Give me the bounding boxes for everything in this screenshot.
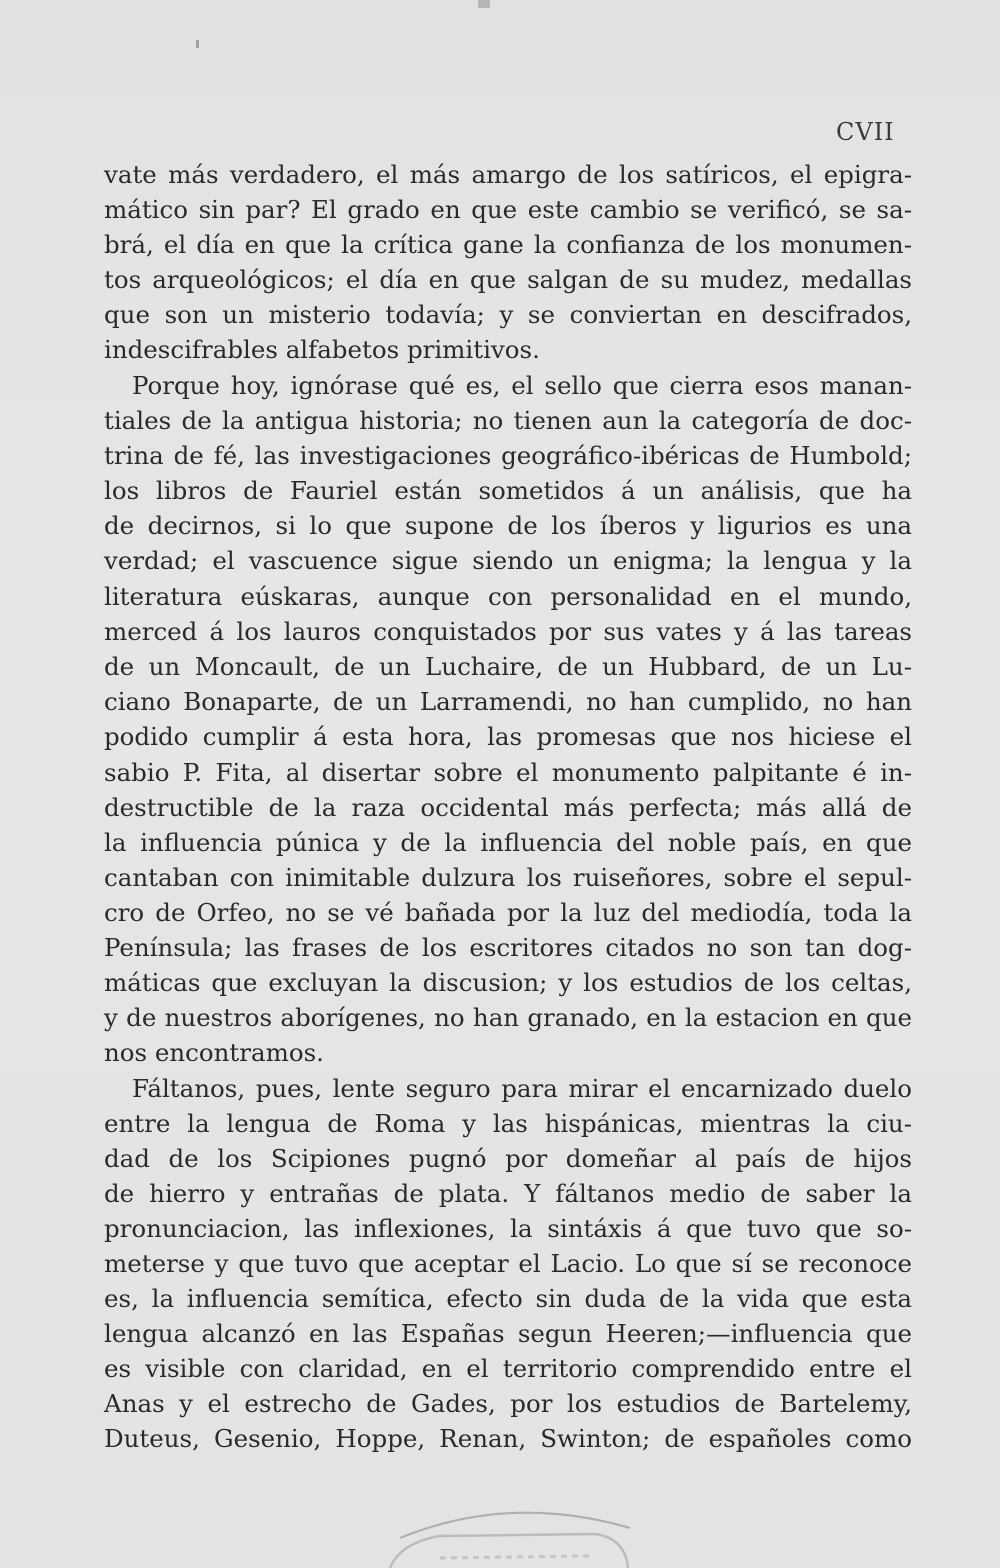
text-line: y de nuestros aborígenes, no han granado, en la estacion en que	[104, 1003, 912, 1032]
text-line: vate más verdadero, el más amargo de los satíricos, el epigra-	[104, 160, 912, 189]
text-line: merced á los lauros conquistados por sus vates y á las tareas	[104, 617, 912, 646]
text-line: tos arqueológicos; el día en que salgan de su mudez, medallas	[104, 265, 912, 294]
text-line: de un Moncault, de un Luchaire, de un Hubbard, de un Lu-	[104, 652, 912, 681]
text-line: trina de fé, las investigaciones geográfico-ibéricas de Humbold;	[104, 441, 912, 470]
text-line: entre la lengua de Roma y las hispánicas, mientras la ciu-	[104, 1109, 912, 1138]
text-line: indescifrables alfabetos primitivos.	[104, 335, 540, 364]
text-line: los libros de Fauriel están sometidos á un análisis, que ha	[104, 476, 912, 505]
text-line: es visible con claridad, en el territorio comprendido entre el	[104, 1354, 912, 1383]
ink-mark	[196, 40, 199, 48]
text-line: Península; las frases de los escritores citados no son tan dog-	[104, 933, 912, 962]
text-line: que son un misterio todavía; y se conviertan en descifrados,	[104, 300, 912, 329]
text-line: Porque hoy, ignórase qué es, el sello que cierra esos manan-	[132, 371, 912, 400]
text-line: sabio P. Fita, al disertar sobre el monumento palpitante é in-	[104, 758, 912, 787]
ink-mark	[478, 0, 490, 8]
page-number: CVII	[836, 118, 895, 146]
text-line: destructible de la raza occidental más perfecta; más allá de	[104, 793, 912, 822]
text-line: meterse y que tuvo que aceptar el Lacio. Lo que sí se reconoce	[104, 1249, 912, 1278]
text-line: nos encontramos.	[104, 1038, 324, 1067]
text-line: de decirnos, si lo que supone de los íberos y ligurios es una	[104, 511, 912, 540]
text-line: pronunciacion, las inflexiones, la sintáxis á que tuvo que so-	[104, 1214, 912, 1243]
text-line: podido cumplir á esta hora, las promesas que nos hiciese el	[104, 722, 912, 751]
library-stamp	[380, 1498, 640, 1568]
text-line: Anas y el estrecho de Gades, por los estudios de Bartelemy,	[104, 1389, 912, 1418]
text-line: verdad; el vascuence sigue siendo un enigma; la lengua y la	[104, 546, 912, 575]
text-line: lengua alcanzó en las Españas segun Heeren;—influencia que	[104, 1319, 912, 1348]
text-line: literatura eúskaras, aunque con personalidad en el mundo,	[104, 582, 912, 611]
text-line: ciano Bonaparte, de un Larramendi, no han cumplido, no han	[104, 687, 912, 716]
text-line: cro de Orfeo, no se vé bañada por la luz del mediodía, toda la	[104, 898, 912, 927]
text-line: cantaban con inimitable dulzura los ruiseñores, sobre el sepul-	[104, 863, 912, 892]
text-line: de hierro y entrañas de plata. Y fáltanos medio de saber la	[104, 1179, 912, 1208]
text-line: dad de los Scipiones pugnó por domeñar al país de hijos	[104, 1144, 912, 1173]
text-line: Duteus, Gesenio, Hoppe, Renan, Swinton; de españoles como	[104, 1424, 912, 1453]
text-line: brá, el día en que la crítica gane la confianza de los monumen-	[104, 230, 912, 259]
text-line: tiales de la antigua historia; no tienen aun la categoría de doc-	[104, 406, 912, 435]
text-line: mático sin par? El grado en que este cambio se verificó, se sa-	[104, 195, 912, 224]
text-line: Fáltanos, pues, lente seguro para mirar el encarnizado duelo	[132, 1074, 912, 1103]
text-line: máticas que excluyan la discusion; y los estudios de los celtas,	[104, 968, 912, 997]
text-line: es, la influencia semítica, efecto sin duda de la vida que esta	[104, 1284, 912, 1313]
text-line: la influencia púnica y de la influencia del noble país, en que	[104, 828, 912, 857]
